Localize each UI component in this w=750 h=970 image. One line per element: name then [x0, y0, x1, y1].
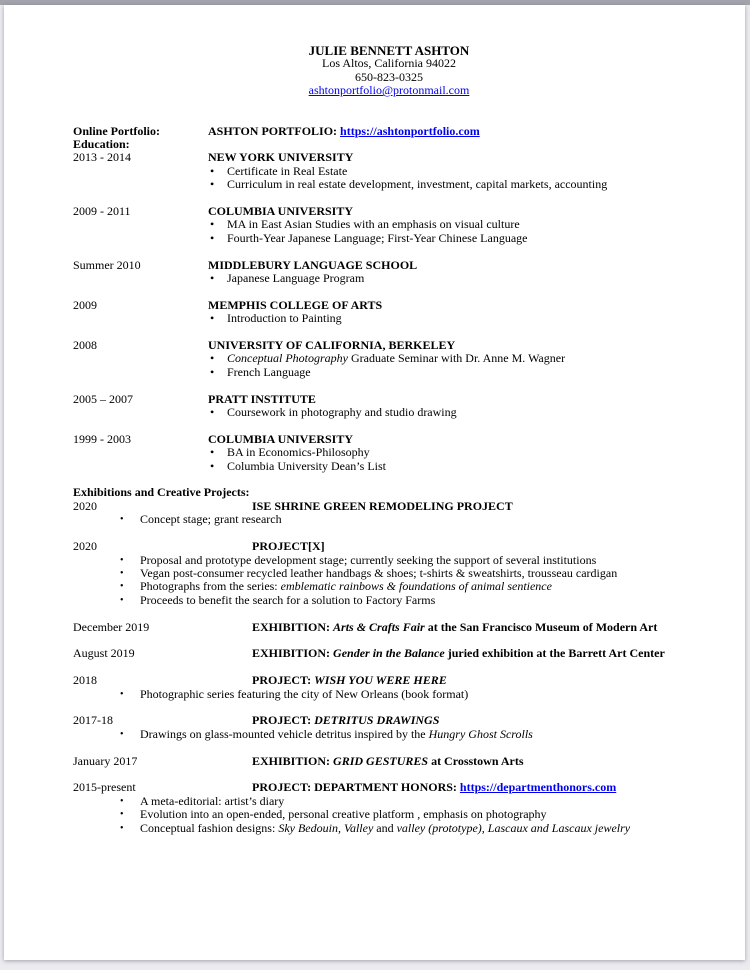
- text-segment: Gender in the Balance: [333, 646, 445, 661]
- bullet-item: [208, 178, 705, 191]
- entry-title: [252, 540, 705, 553]
- entry-date: 2005 – 2007: [73, 391, 133, 406]
- text-segment: emblematic rainbows & foundations of animal sentience: [280, 579, 552, 594]
- text-segment: MA in East Asian Studies with an emphasis on visual culture: [227, 217, 520, 232]
- text-segment: UNIVERSITY OF CALIFORNIA, BERKELEY: [208, 338, 456, 353]
- entry-title: [208, 205, 705, 218]
- entry-date: 2015-present: [73, 780, 136, 795]
- resume-body: [73, 125, 705, 835]
- bullet-item: [208, 406, 705, 419]
- entry-date: 2008: [73, 338, 97, 353]
- text-segment: Proposal and prototype development stage; currently seeking the support of several institutions: [140, 552, 597, 567]
- bullet-item: [118, 808, 705, 821]
- resume-entry: [73, 540, 705, 607]
- bullet-list: [208, 218, 705, 245]
- text-segment: ISE SHRINE GREEN REMODELING PROJECT: [252, 498, 513, 513]
- resume-entry: [73, 621, 705, 634]
- text-segment: A meta-editorial: artist’s diary: [140, 793, 285, 808]
- bullet-item: [118, 554, 705, 567]
- text-segment: COLUMBIA UNIVERSITY: [208, 204, 354, 219]
- resume-entry: [73, 125, 705, 138]
- bullet-item: [118, 594, 705, 607]
- text-segment: MEMPHIS COLLEGE OF ARTS: [208, 297, 383, 312]
- person-name: JULIE BENNETT ASHTON: [308, 43, 470, 58]
- text-segment: EXHIBITION:: [252, 619, 334, 634]
- text-segment: WISH YOU WERE HERE: [314, 673, 447, 688]
- text-segment: PROJECT[X]: [252, 539, 325, 554]
- bullet-list: [208, 312, 705, 325]
- text-segment: Proceeds to benefit the search for a solution to Factory Farms: [140, 592, 436, 607]
- inline-link[interactable]: https://departmenthonors.com: [459, 780, 617, 795]
- entry-date: Summer 2010: [73, 257, 141, 272]
- phone-line: 650-823-0325: [355, 69, 423, 84]
- text-segment: PROJECT:: [252, 713, 315, 728]
- entry-date: 2009: [73, 297, 97, 312]
- resume-entry: [73, 433, 705, 473]
- bullet-list: [208, 272, 705, 285]
- bullet-list: [208, 406, 705, 419]
- text-segment: EXHIBITION:: [252, 646, 334, 661]
- bullet-item: [208, 312, 705, 325]
- entry-title: [252, 755, 705, 768]
- section-label-text: Exhibitions and Creative Projects:: [73, 485, 250, 500]
- bullet-item: [118, 580, 705, 593]
- resume-entry: [73, 151, 705, 191]
- text-segment: BA in Economics-Philosophy: [227, 445, 370, 460]
- text-segment: Photographs from the series:: [140, 579, 281, 594]
- entry-title: [208, 151, 705, 164]
- text-segment: Sky Bedouin, Valley: [278, 820, 374, 835]
- bullet-item: [118, 728, 705, 741]
- resume-entry: [73, 500, 705, 527]
- text-segment: Photographic series featuring the city of New Orleans (book format): [140, 686, 469, 701]
- entry-title: [252, 674, 705, 687]
- bullet-list: [118, 513, 705, 526]
- resume-entry: [73, 339, 705, 379]
- entry-title: [252, 500, 705, 513]
- resume-entry: [73, 647, 705, 660]
- text-segment: Columbia University Dean’s List: [227, 458, 386, 473]
- entry-title: [252, 781, 705, 794]
- bullet-list: [208, 446, 705, 473]
- text-segment: PROJECT:: [252, 673, 315, 688]
- text-segment: PRATT INSTITUTE: [208, 391, 316, 406]
- resume-header: [73, 44, 705, 98]
- text-segment: ASHTON PORTFOLIO:: [208, 123, 341, 138]
- text-segment: at Crosstown Arts: [428, 753, 524, 768]
- section-label: [73, 486, 705, 499]
- resume-entry: [73, 755, 705, 768]
- text-segment: and: [373, 820, 397, 835]
- section-label: [73, 138, 705, 151]
- bullet-list: [118, 728, 705, 741]
- text-segment: Drawings on glass-mounted vehicle detritus inspired by the: [140, 726, 429, 741]
- entry-date: 1999 - 2003: [73, 431, 131, 446]
- email-link[interactable]: ashtonportfolio@protonmail.com: [308, 83, 470, 98]
- entry-date: January 2017: [73, 753, 138, 768]
- bullet-list: [118, 554, 705, 608]
- bullet-list: [118, 795, 705, 835]
- address-line: Los Altos, California 94022: [322, 56, 456, 71]
- text-segment: Vegan post-consumer recycled leather handbags & shoes; t-shirts & sweatshirts, trousseau cardigan: [140, 565, 618, 580]
- bullet-item: [208, 165, 705, 178]
- text-segment: French Language: [227, 364, 311, 379]
- entry-date: Online Portfolio:: [73, 123, 160, 138]
- entry-title: [208, 125, 705, 138]
- entry-date: 2017-18: [73, 713, 113, 728]
- bullet-item: [208, 446, 705, 459]
- entry-title: [208, 339, 705, 352]
- entry-date: December 2019: [73, 619, 150, 634]
- text-segment: Introduction to Painting: [227, 311, 342, 326]
- text-segment: Conceptual Photography: [227, 351, 348, 366]
- bullet-item: [208, 460, 705, 473]
- text-segment: PROJECT: DEPARTMENT HONORS:: [252, 780, 460, 795]
- text-segment: Arts & Crafts Fair: [333, 619, 425, 634]
- bullet-item: [208, 218, 705, 231]
- entry-date: 2018: [73, 673, 97, 688]
- resume-entry: [73, 205, 705, 245]
- resume-entry: [73, 674, 705, 701]
- text-segment: EXHIBITION:: [252, 753, 334, 768]
- text-segment: NEW YORK UNIVERSITY: [208, 150, 354, 165]
- bullet-item: [208, 366, 705, 379]
- text-segment: Certificate in Real Estate: [227, 163, 348, 178]
- resume-entry: [73, 714, 705, 741]
- bullet-list: [118, 688, 705, 701]
- section-label-text: Education:: [73, 137, 130, 152]
- bullet-item: [208, 272, 705, 285]
- text-segment: Fourth-Year Japanese Language; First-Year Chinese Language: [227, 230, 528, 245]
- text-segment: Conceptual fashion designs:: [140, 820, 279, 835]
- resume-entry: [73, 299, 705, 326]
- bullet-item: [208, 352, 705, 365]
- entry-date: 2020: [73, 539, 97, 554]
- resume-page: [4, 5, 745, 960]
- text-segment: Japanese Language Program: [227, 271, 365, 286]
- text-segment: Curriculum in real estate development, investment, capital markets, accounting: [227, 177, 608, 192]
- bullet-list: [208, 165, 705, 192]
- entry-date: 2013 - 2014: [73, 150, 131, 165]
- text-segment: MIDDLEBURY LANGUAGE SCHOOL: [208, 257, 418, 272]
- entry-date: August 2019: [73, 646, 135, 661]
- bullet-item: [118, 688, 705, 701]
- bullet-item: [118, 567, 705, 580]
- bullet-item: [118, 795, 705, 808]
- entry-title: [252, 714, 705, 727]
- resume-entry: [73, 259, 705, 286]
- bullet-list: [208, 352, 705, 379]
- text-segment: valley (prototype), Lascaux and Lascaux jewelry: [396, 820, 631, 835]
- entry-title: [252, 621, 705, 634]
- text-segment: Evolution into an open-ended, personal creative platform , emphasis on photography: [140, 807, 547, 822]
- bullet-item: [118, 513, 705, 526]
- inline-link[interactable]: https://ashtonportfolio.com: [340, 123, 480, 138]
- text-segment: Graduate Seminar with Dr. Anne M. Wagner: [347, 351, 566, 366]
- entry-title: [208, 299, 705, 312]
- entry-date: 2009 - 2011: [73, 204, 131, 219]
- text-segment: COLUMBIA UNIVERSITY: [208, 431, 354, 446]
- resume-entry: [73, 393, 705, 420]
- bullet-item: [118, 822, 705, 835]
- entry-title: [252, 647, 705, 660]
- entry-date: 2020: [73, 498, 97, 513]
- bullet-item: [208, 232, 705, 245]
- text-segment: Hungry Ghost Scrolls: [428, 726, 533, 741]
- entry-title: [208, 393, 705, 406]
- text-segment: at the San Francisco Museum of Modern Art: [424, 619, 658, 634]
- text-segment: DETRITUS DRAWINGS: [314, 713, 440, 728]
- text-segment: GRID GESTURES: [333, 753, 429, 768]
- text-segment: juried exhibition at the Barrett Art Center: [444, 646, 665, 661]
- text-segment: Coursework in photography and studio drawing: [227, 405, 457, 420]
- entry-title: [208, 259, 705, 272]
- resume-entry: [73, 781, 705, 835]
- entry-title: [208, 433, 705, 446]
- text-segment: Concept stage; grant research: [140, 512, 282, 527]
